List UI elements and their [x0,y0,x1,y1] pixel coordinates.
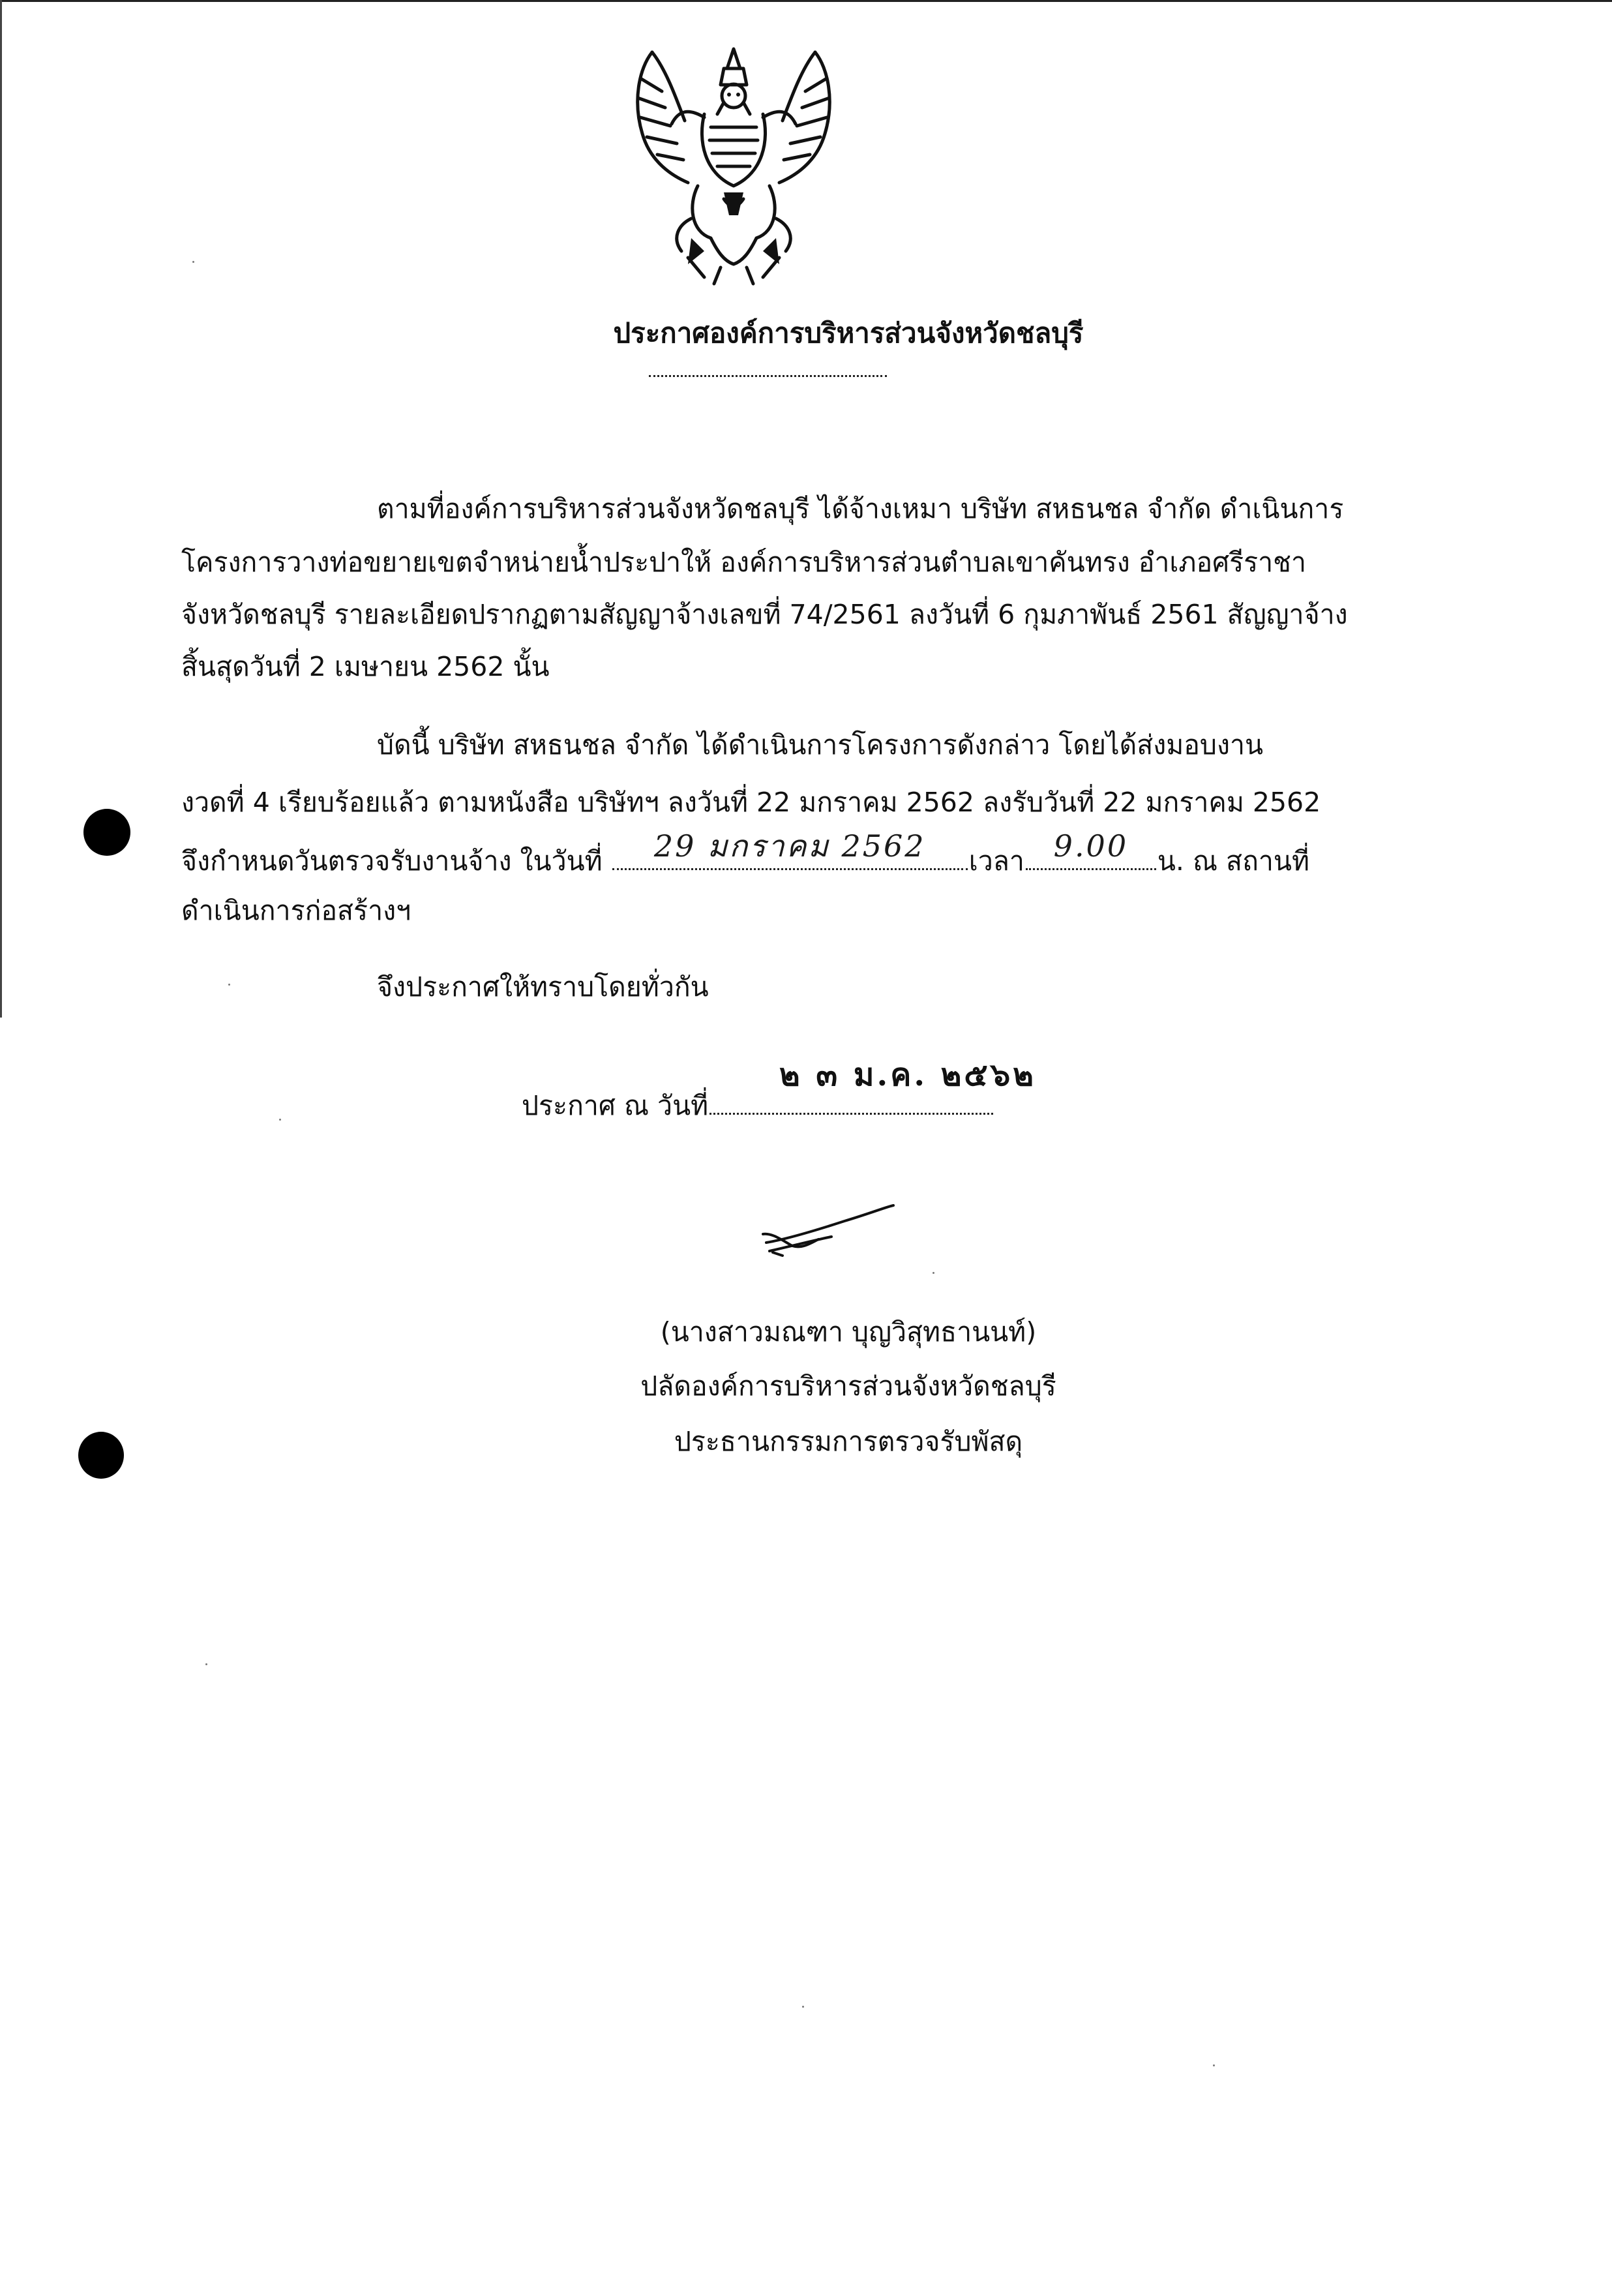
paragraph1-line2: โครงการวางท่อขยายเขตจำหน่ายน้ำประปาให้ องค์การบริหารส่วนตำบลเขาคันทรง อำเภอศรีราชา [181,547,1307,578]
title-divider [649,375,887,377]
punch-hole-lower [78,1432,124,1479]
signatory-position: ปลัดองค์การบริหารส่วนจังหวัดชลบุรี [640,1370,1056,1402]
inspection-time-label: เวลา [968,845,1024,877]
scan-speck [228,984,230,986]
signatory-role: ประธานกรรมการตรวจรับพัสดุ [674,1426,1023,1457]
paragraph1-line1: ตามที่องค์การบริหารส่วนจังหวัดชลบุรี ได้จ้างเหมา บริษัท สหธนชล จำกัด ดำเนินการ [377,493,1344,524]
scan-speck [279,1119,281,1121]
scan-left-border [0,0,2,1018]
scan-top-border [0,0,1612,2]
inspection-date-label: จึงกำหนดวันตรวจรับงานจ้าง ในวันที่ [181,845,603,877]
closing-line: จึงประกาศให้ทราบโดยทั่วกัน [377,971,709,1003]
inspection-time-handwritten: 9.00 [1053,828,1129,864]
signature-icon [747,1194,903,1272]
garuda-emblem-icon [626,42,841,287]
scan-speck [933,1272,934,1274]
announce-date-label: ประกาศ ณ วันที่ [522,1090,709,1121]
inspection-date-field [612,828,968,870]
paragraph2-line2: งวดที่ 4 เรียบร้อยแล้ว ตามหนังสือ บริษัทฯ ลงวันที่ 22 มกราคม 2562 ลงรับวันที่ 22 มกราคม 2562 [181,787,1321,818]
punch-hole-upper [83,809,130,856]
announce-date-handwritten: ๒ ๓ ม.ค. ๒๕๖๒ [779,1057,1036,1093]
paragraph2-line4: ดำเนินการก่อสร้างฯ [181,895,411,926]
scan-speck [205,1663,207,1665]
inspection-place-label: น. ณ สถานที่ [1157,845,1309,877]
inspection-date-handwritten: 29 มกราคม 2562 [653,828,926,864]
scan-speck [802,2006,804,2008]
paragraph1-line3: จังหวัดชลบุรี รายละเอียดปรากฏตามสัญญาจ้างเลขที่ 74/2561 ลงวันที่ 6 กุมภาพันธ์ 2561 สัญญาจ้าง [181,599,1348,630]
paragraph2-line1: บัดนี้ บริษัท สหธนชล จำกัด ได้ดำเนินการโครงการดังกล่าว โดยได้ส่งมอบงาน [377,729,1264,761]
paragraph1-line4: สิ้นสุดวันที่ 2 เมษายน 2562 นั้น [181,651,550,682]
document-title: ประกาศองค์การบริหารส่วนจังหวัดชลบุรี [613,317,1084,349]
paragraph2-line3 [181,828,1309,881]
scan-speck [1213,2064,1215,2066]
scan-speck [192,261,194,263]
signatory-name: (นางสาวมณฑา บุญวิสุทธานนท์) [660,1316,1037,1348]
inspection-time-field [1026,828,1156,870]
